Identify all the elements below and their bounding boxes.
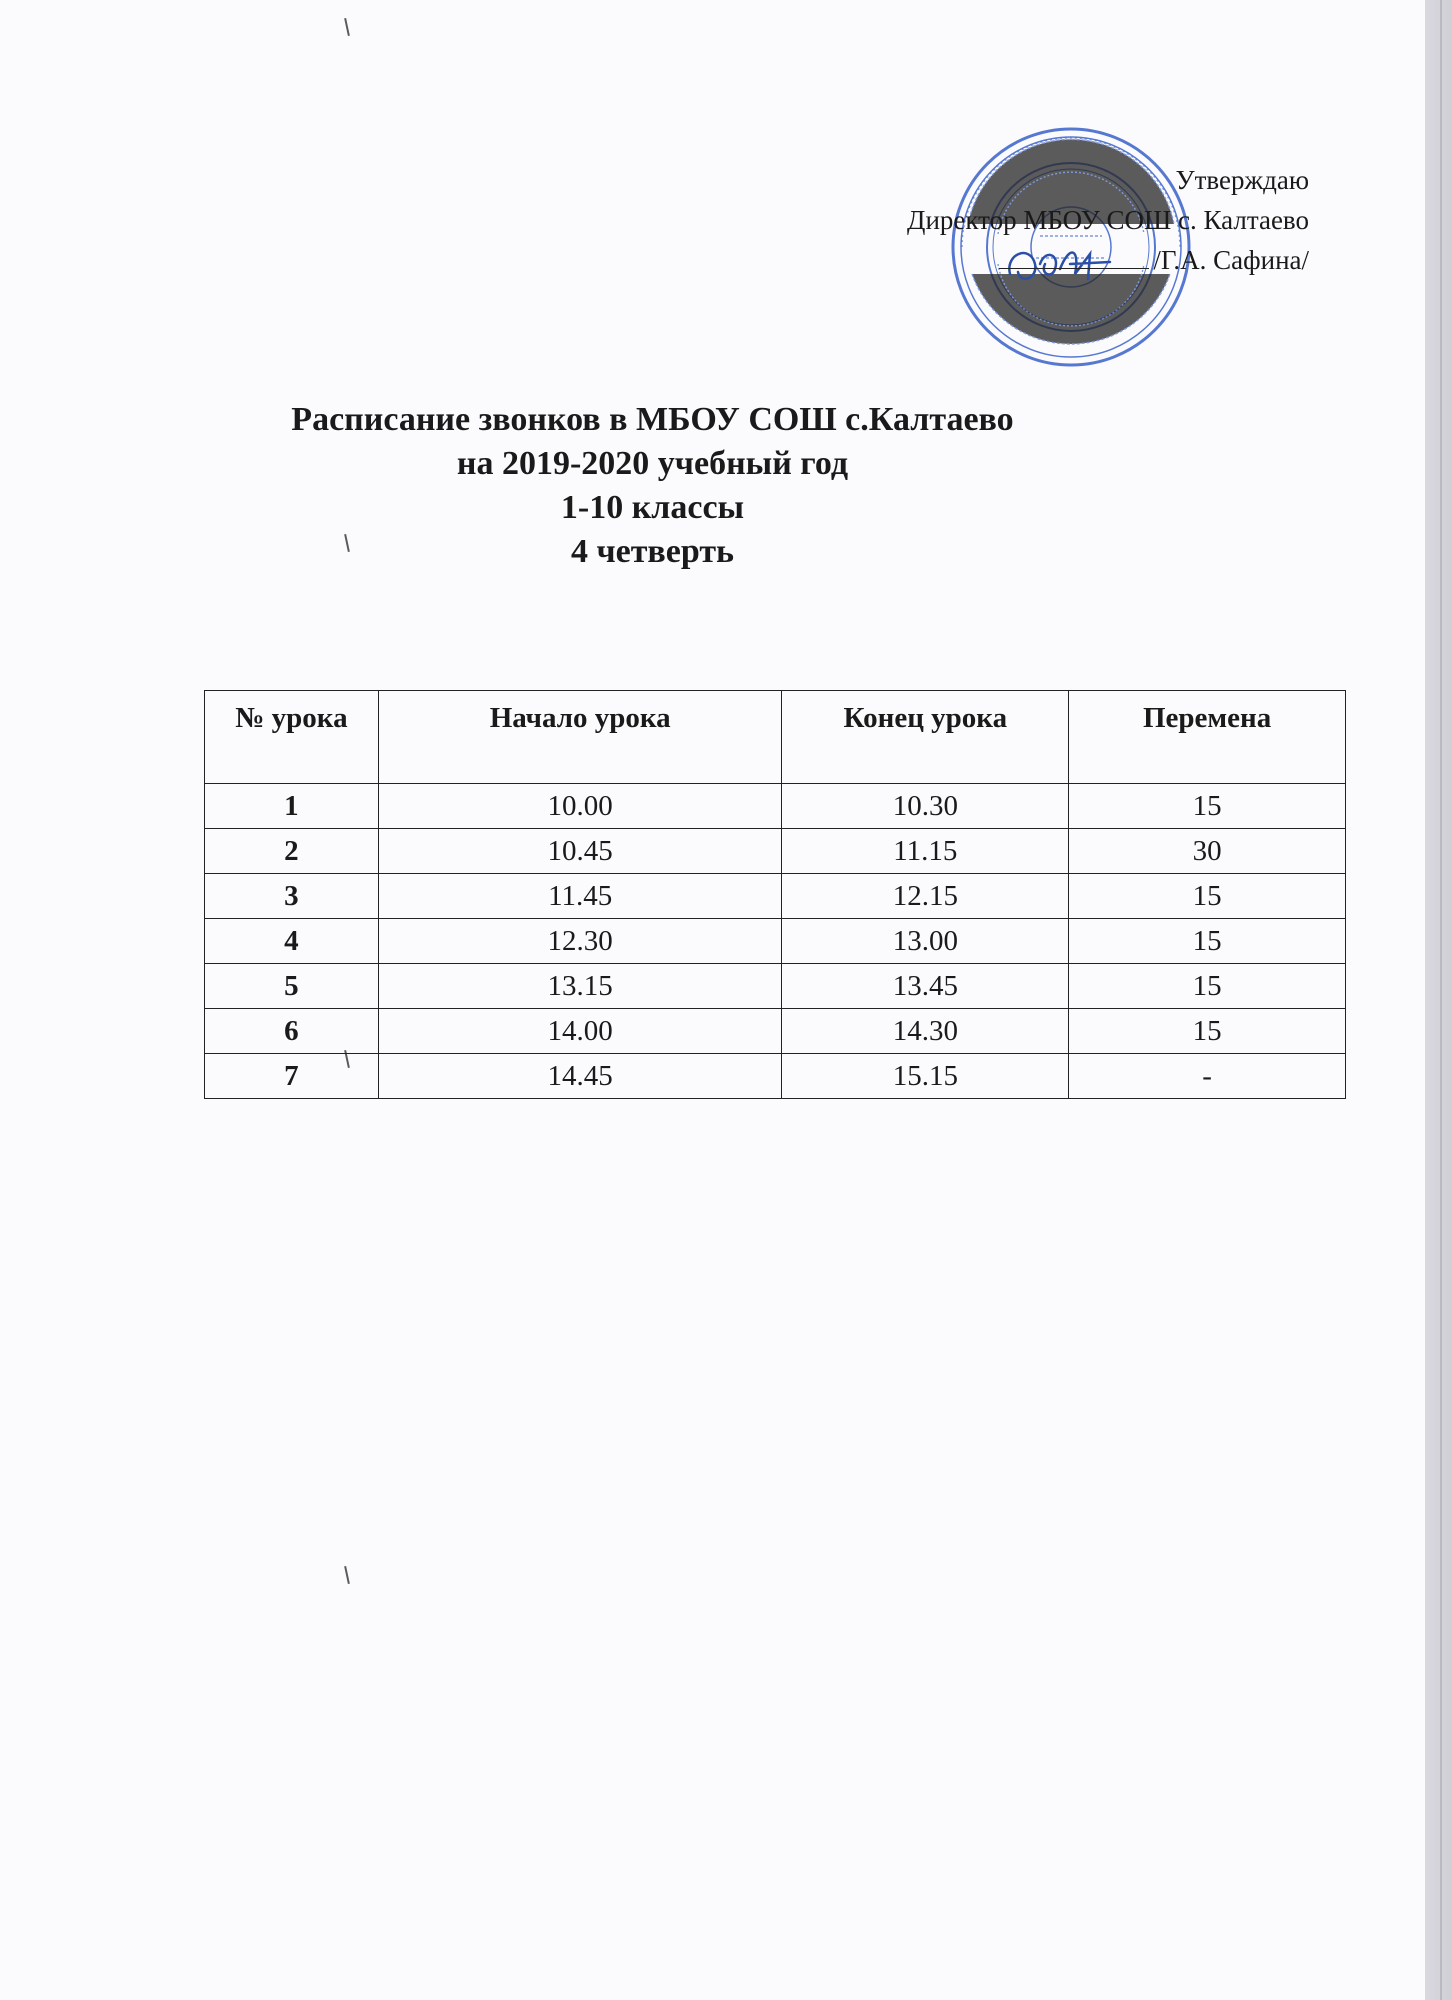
table-row xyxy=(205,1009,1346,1054)
lesson-number: 1 xyxy=(205,784,379,829)
lesson-end: 15.15 xyxy=(782,1054,1069,1099)
lesson-number: 4 xyxy=(205,919,379,964)
lesson-start: 13.15 xyxy=(378,964,782,1009)
approval-position: Директор МБОУ СОШ с. Калтаево xyxy=(907,205,1309,235)
lesson-start: 10.45 xyxy=(378,829,782,874)
scan-edge-line xyxy=(1440,0,1442,2000)
approval-signature-line xyxy=(907,240,1309,280)
table-row xyxy=(205,964,1346,1009)
break-length: 15 xyxy=(1069,1009,1346,1054)
approval-heading: Утверждаю xyxy=(1175,165,1309,195)
title-line-3: 1-10 классы xyxy=(560,489,745,526)
lesson-start: 14.45 xyxy=(378,1054,782,1099)
header-lesson-number: № урока xyxy=(205,691,379,784)
table-row xyxy=(205,784,1346,829)
lesson-end: 12.15 xyxy=(782,874,1069,919)
lesson-start: 14.00 xyxy=(378,1009,782,1054)
title-line-4: 4 четверть xyxy=(570,533,735,570)
lesson-number: 5 xyxy=(205,964,379,1009)
header-break: Перемена xyxy=(1069,691,1346,784)
signature-blank xyxy=(999,242,1149,269)
break-length: 15 xyxy=(1069,784,1346,829)
lesson-start: 10.00 xyxy=(378,784,782,829)
lesson-end: 11.15 xyxy=(782,829,1069,874)
table-row xyxy=(205,1054,1346,1099)
lesson-end: 14.30 xyxy=(782,1009,1069,1054)
break-length: 30 xyxy=(1069,829,1346,874)
scan-speck xyxy=(344,18,350,36)
lesson-end: 13.00 xyxy=(782,919,1069,964)
title-line-1: Расписание звонков в МБОУ СОШ с.Калтаево xyxy=(291,401,1014,438)
table-row xyxy=(205,874,1346,919)
break-length: 15 xyxy=(1069,874,1346,919)
approval-block xyxy=(907,160,1309,280)
break-length: 15 xyxy=(1069,919,1346,964)
bell-schedule-table xyxy=(204,690,1346,1099)
lesson-number: 7 xyxy=(205,1054,379,1099)
document-title xyxy=(0,398,1365,574)
header-lesson-end: Конец урока xyxy=(782,691,1069,784)
scan-edge xyxy=(1425,0,1452,2000)
lesson-end: 10.30 xyxy=(782,784,1069,829)
table-row xyxy=(205,919,1346,964)
lesson-start: 12.30 xyxy=(378,919,782,964)
scan-speck xyxy=(344,1566,350,1584)
approval-signatory: /Г.А. Сафина/ xyxy=(1153,245,1309,275)
break-length: 15 xyxy=(1069,964,1346,1009)
lesson-number: 2 xyxy=(205,829,379,874)
lesson-end: 13.45 xyxy=(782,964,1069,1009)
lesson-number: 6 xyxy=(205,1009,379,1054)
lesson-number: 3 xyxy=(205,874,379,919)
table-row xyxy=(205,829,1346,874)
break-length: - xyxy=(1069,1054,1346,1099)
table-header-row xyxy=(205,691,1346,784)
lesson-start: 11.45 xyxy=(378,874,782,919)
title-line-2: на 2019-2020 учебный год xyxy=(456,445,849,482)
header-lesson-start: Начало урока xyxy=(378,691,782,784)
